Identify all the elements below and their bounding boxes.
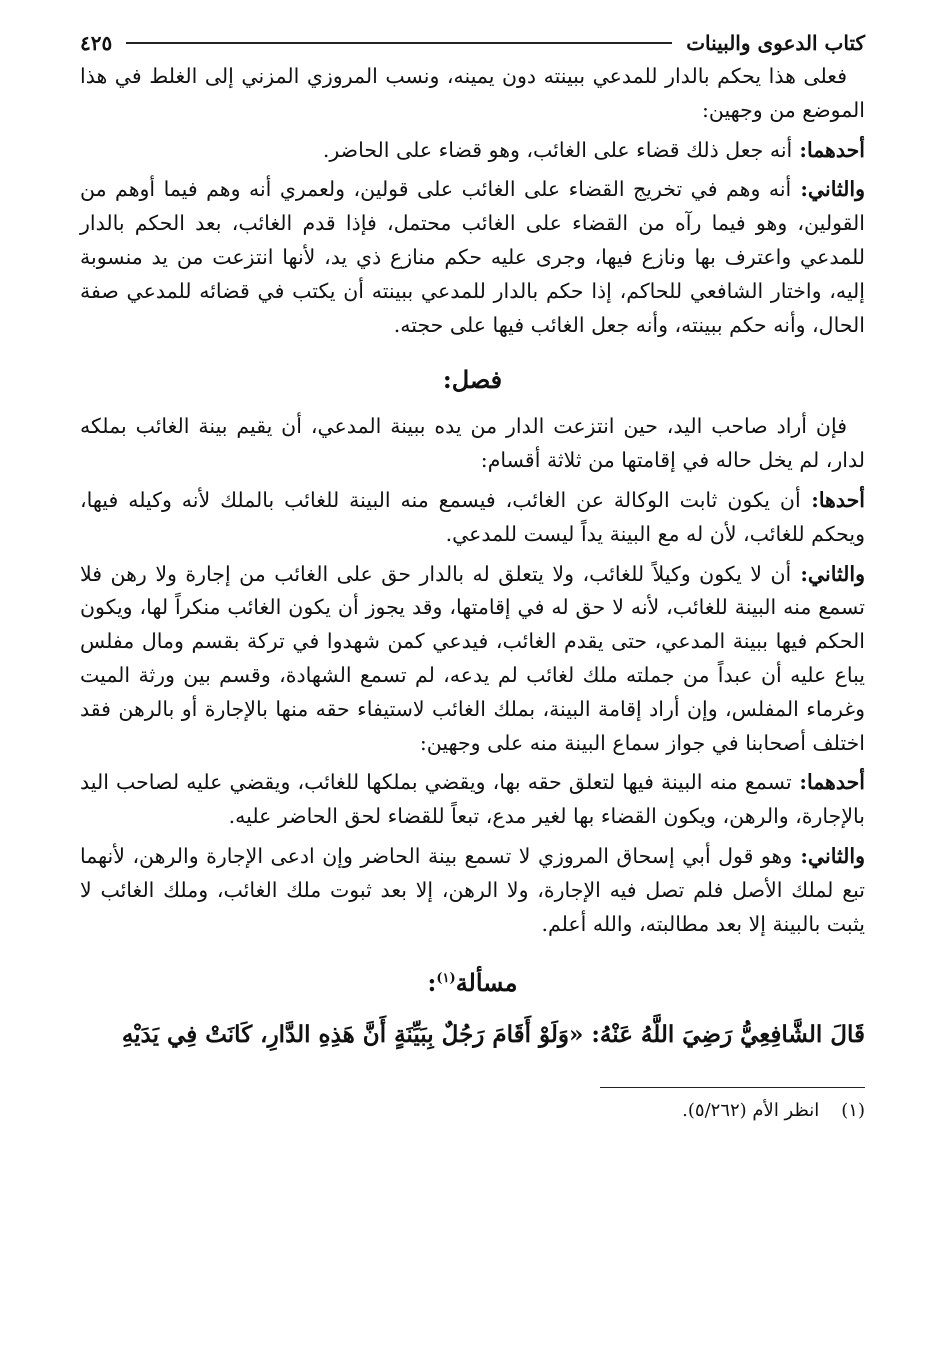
footnote bbox=[80, 1098, 865, 1124]
paragraph-lead: أحدهما: bbox=[792, 137, 865, 162]
paragraph: أحدها: أن يكون ثابت الوكالة عن الغائب، فيسمع منه البينة للغائب بالملك لأنه وكيله فيها، ويحكم للغائب، لأن له مع البينة يداً ليست للمدعي. bbox=[80, 487, 866, 546]
masala-heading: مسألة$^{(١)}$: bbox=[427, 968, 518, 998]
paragraph: أحدهما: أنه جعل ذلك قضاء على الغائب، وهو قضاء على الحاضر. bbox=[322, 137, 865, 162]
footnote-reference[interactable]: (١) bbox=[436, 971, 456, 987]
page-number: ٤٢٥ bbox=[80, 31, 113, 55]
paragraph: فإن أراد صاحب اليد، حين انتزعت الدار من يده ببينة المدعي، أن يقيم بينة الغائب بملكه لدار، لم يخل حاله في إقامتها من ثلاثة أقسام: bbox=[80, 414, 865, 473]
paragraph: أحدهما: تسمع منه البينة فيها لتعلق حقه بها، ويقضي بملكها للغائب، ويقضي عليه لصاحب اليد بالإجارة، والرهن، ويكون القضاء بها لغير مدع، تبعاً للقضاء لحق الحاضر عليه. bbox=[80, 770, 865, 829]
paragraph-lead: والثاني: bbox=[791, 177, 865, 202]
paragraph: والثاني: أنه وهم في تخريج القضاء على الغائب على قولين، ولعمري أنه وهم فيما أوهم من القولين، وهو فيما رآه من القضاء على الغائب محتمل، فإذا قدم الغائب، بعد الحكم بالدار للمدعي واعترف بها ونازع فيها، وجرى عليه حكم منازع ذي يد، لأنها انتزعت من يد منسوبة إليه، واختار الشافعي للحاكم، إذا حكم بالدار للمدعي ببينته أن يكتب في قضائه للمدعي صفة الحال، وأنه حكم ببينته، وأنه جعل الغائب فيها على حجته. bbox=[80, 177, 865, 337]
shafii-quote: قَالَ الشَّافِعِيُّ رَضِيَ اللَّهُ عَنْهُ: «وَلَوْ أَقَامَ رَجُلٌ بِبَيِّنَةٍ أَنَّ هَذِهِ الدَّارِ، كَانَتْ فِي يَدَيْهِ bbox=[121, 1021, 865, 1049]
paragraph: والثاني: وهو قول أبي إسحاق المروزي لا تسمع بينة الحاضر وإن ادعى الإجارة والرهن، لأنهما تبع لملك الأصل فلم تصل فيه الإجارة، ولا الرهن، إلا بعد ثبوت ملك الغائب، وملك الغائب لا يثبت بالبينة إلا بعد مطالبته، والله أعلم. bbox=[80, 843, 865, 936]
footnote-text: انظر الأم (٥/٢٦٢). bbox=[682, 1100, 820, 1122]
paragraph-lead: والثاني: bbox=[792, 843, 865, 868]
footnote-separator bbox=[600, 1087, 865, 1088]
running-header bbox=[80, 26, 865, 60]
document-page bbox=[80, 26, 865, 1124]
book-title: كتاب الدعوى والبينات bbox=[686, 31, 865, 55]
paragraph-lead: والثاني: bbox=[791, 561, 865, 586]
paragraph-lead: أحدها: bbox=[800, 487, 866, 512]
header-rule bbox=[126, 42, 672, 44]
paragraph: والثاني: أن لا يكون وكيلاً للغائب، ولا يتعلق له بالدار حق على الغائب من إجارة ولا رهن فلا تسمع منه البينة للغائب، لأنه لا حق له في إقامتها، وقد يجوز أن يكون الغائب منكراً لها، ويكون الحكم فيها ببينة المدعي، حتى يقدم الغائب، فيدعي كمن شهدوا في تركة بقسم ومال مفلس يباع عليه أن عبداً من جملته ملك لغائب لم يدعه، لم تسمع الشهادة، وقسم بين ورثة الميت وغرماء المفلس، وإن أراد إقامة البينة، بملك الغائب لاستيفاء حقه منها بالإجارة أو بالرهن فقد اختلف أصحابنا في جواز سماع البينة منه على وجهين: bbox=[80, 561, 865, 755]
paragraph: فعلى هذا يحكم بالدار للمدعي ببينته دون يمينه، ونسب المروزي المزني إلى الغلط في هذا الموضع من وجهين: bbox=[80, 64, 865, 122]
footnote-mark: (١) bbox=[841, 1100, 865, 1122]
section-heading: فصل: bbox=[442, 365, 503, 395]
paragraph-lead: أحدهما: bbox=[791, 770, 865, 795]
